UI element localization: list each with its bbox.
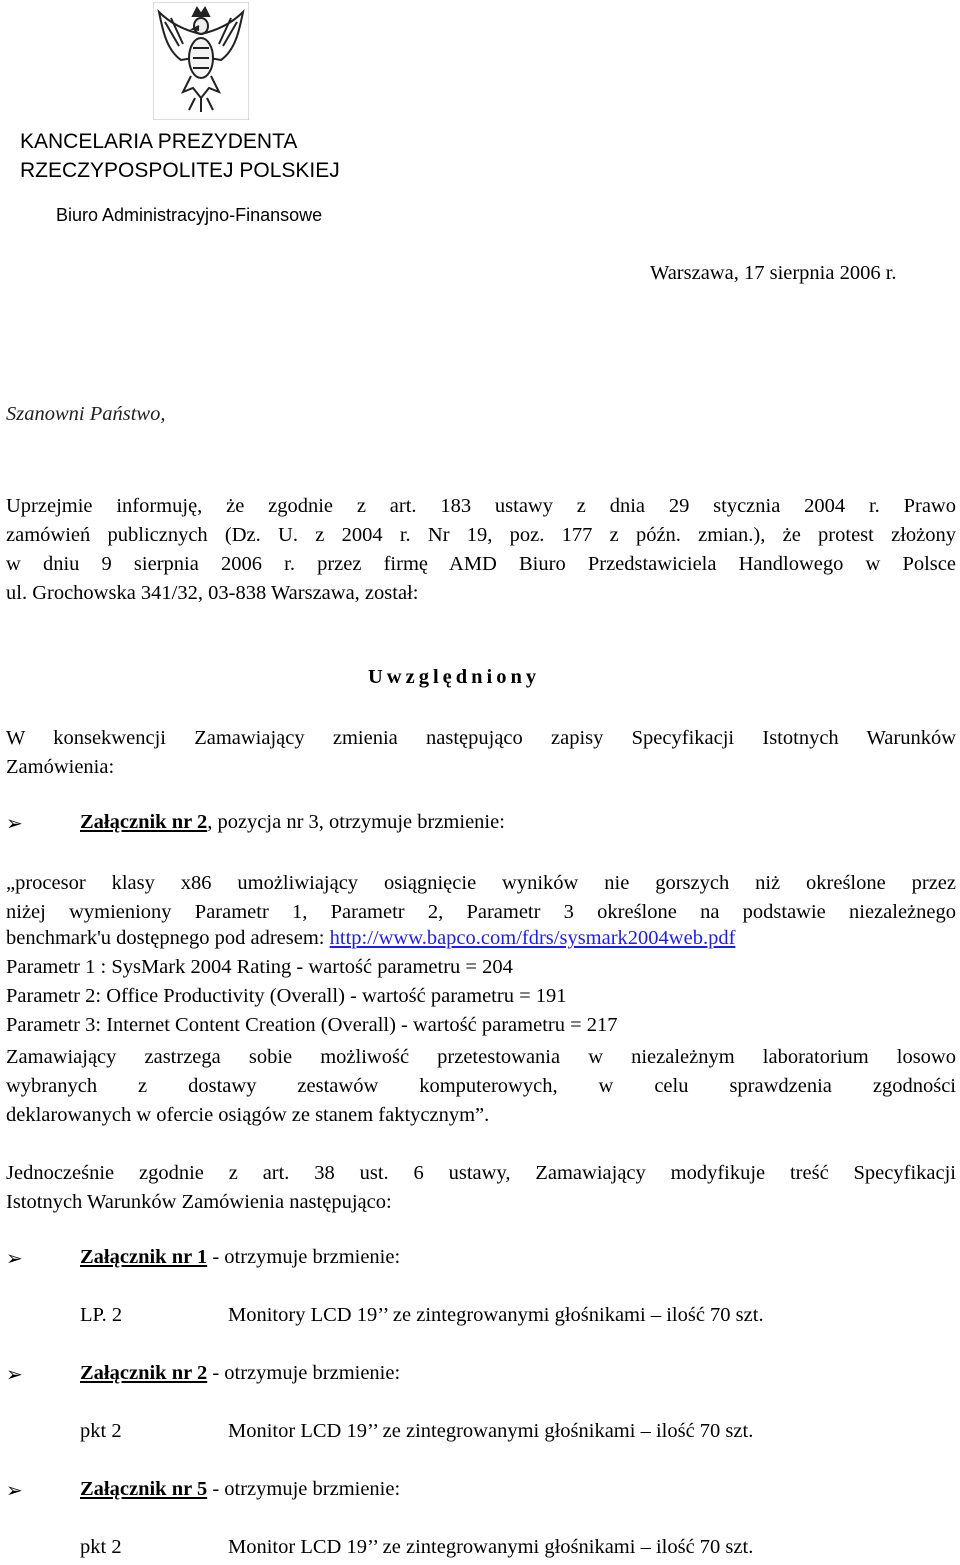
parameter-2: Parametr 2: Office Productivity (Overall) - wartość parametru = 191: [6, 985, 567, 1007]
attachment-1-value: Monitory LCD 19’’ ze zintegrowanymi głośnikami – ilość 70 szt.: [228, 1304, 764, 1326]
attachment-1-title: Załącznik nr 1: [80, 1246, 208, 1268]
letter-date: Warszawa, 17 sierpnia 2006 r.: [650, 262, 897, 284]
attachment-2-value: Monitor LCD 19’’ ze zintegrowanymi głośnikami – ilość 70 szt.: [228, 1420, 754, 1442]
intro-line-3: w dniu 9 sierpnia 2006 r. przez firmę AMD Biuro Przedstawiciela Handlowego w Polsce: [6, 553, 956, 575]
arrowhead-bullet-icon: ➢: [6, 1364, 23, 1386]
institution-name-line2: RZECZYPOSPOLITEJ POLSKIEJ: [20, 159, 340, 182]
intro-line-1: Uprzejmie informuję, że zgodnie z art. 183 ustawy z dnia 29 stycznia 2004 r. Prawo: [6, 495, 956, 517]
quote-line-8: wybranych z dostawy zestawów komputerowych, w celu sprawdzenia zgodności: [6, 1075, 956, 1097]
department-name: Biuro Administracyjno-Finansowe: [56, 205, 323, 225]
further-line-2: Istotnych Warunków Zamówienia następująco:: [6, 1191, 392, 1213]
salutation: Szanowni Państwo,: [6, 403, 166, 425]
bullet-attachment-2-title: Załącznik nr 2: [80, 811, 208, 833]
arrowhead-bullet-icon: ➢: [6, 1248, 23, 1270]
attachment-5-title: Załącznik nr 5: [80, 1478, 208, 1500]
attachment-1-label: LP. 2: [80, 1304, 123, 1326]
quote-line-1: „procesor klasy x86 umożliwiający osiągnięcie wyników nie gorszych niż określone przez: [6, 872, 956, 894]
bullet-attachment-2-rest: , pozycja nr 3, otrzymuje brzmienie:: [207, 811, 505, 833]
institution-name-line1: KANCELARIA PREZYDENTA: [20, 130, 298, 153]
arrowhead-bullet-icon: ➢: [6, 1480, 23, 1502]
arrowhead-bullet-icon: ➢: [6, 813, 23, 835]
attachment-5-value: Monitor LCD 19’’ ze zintegrowanymi głośnikami – ilość 70 szt.: [228, 1536, 754, 1558]
attachment-2-label: pkt 2: [80, 1420, 122, 1442]
quote-line-9: deklarowanych w ofercie osiągów ze stanem faktycznym”.: [6, 1104, 490, 1126]
quote-line-3: [6, 927, 735, 950]
attachment-1-heading: [80, 1246, 400, 1269]
bullet-attachment-2: [80, 811, 505, 834]
parameter-3: Parametr 3: Internet Content Creation (Overall) - wartość parametru = 217: [6, 1014, 618, 1036]
polish-eagle-emblem-icon: [153, 2, 249, 120]
further-line-1: Jednocześnie zgodnie z art. 38 ust. 6 ustawy, Zamawiający modyfikuje treść Specyfikacji: [6, 1162, 956, 1184]
decision-heading: Uwzględniony: [368, 666, 541, 688]
intro-line-4: ul. Grochowska 341/32, 03-838 Warszawa, został:: [6, 582, 419, 604]
consequence-line-2: Zamówienia:: [6, 756, 115, 778]
quote-line-3-prefix: benchmark'u dostępnego pod adresem:: [6, 927, 330, 949]
consequence-line-1: W konsekwencji Zamawiający zmienia następująco zapisy Specyfikacji Istotnych Warunków: [6, 727, 956, 749]
intro-line-2: zamówień publicznych (Dz. U. z 2004 r. Nr 19, poz. 177 z późn. zmian.), że protest złożony: [6, 524, 956, 546]
parameter-1: Parametr 1 : SysMark 2004 Rating - wartość parametru = 204: [6, 956, 513, 978]
attachment-5-heading: [80, 1478, 400, 1501]
quote-line-2: niżej wymieniony Parametr 1, Parametr 2, Parametr 3 określone na podstawie niezależnego: [6, 901, 956, 923]
attachment-2-heading: [80, 1362, 400, 1385]
attachment-2-rest: - otrzymuje brzmienie:: [207, 1362, 401, 1384]
benchmark-link[interactable]: http://www.bapco.com/fdrs/sysmark2004web.pdf: [329, 927, 736, 949]
quote-line-7: Zamawiający zastrzega sobie możliwość przetestowania w niezależnym laboratorium losowo: [6, 1046, 956, 1068]
attachment-5-label: pkt 2: [80, 1536, 122, 1558]
attachment-5-rest: - otrzymuje brzmienie:: [207, 1478, 401, 1500]
attachment-2-title: Załącznik nr 2: [80, 1362, 208, 1384]
attachment-1-rest: - otrzymuje brzmienie:: [207, 1246, 401, 1268]
